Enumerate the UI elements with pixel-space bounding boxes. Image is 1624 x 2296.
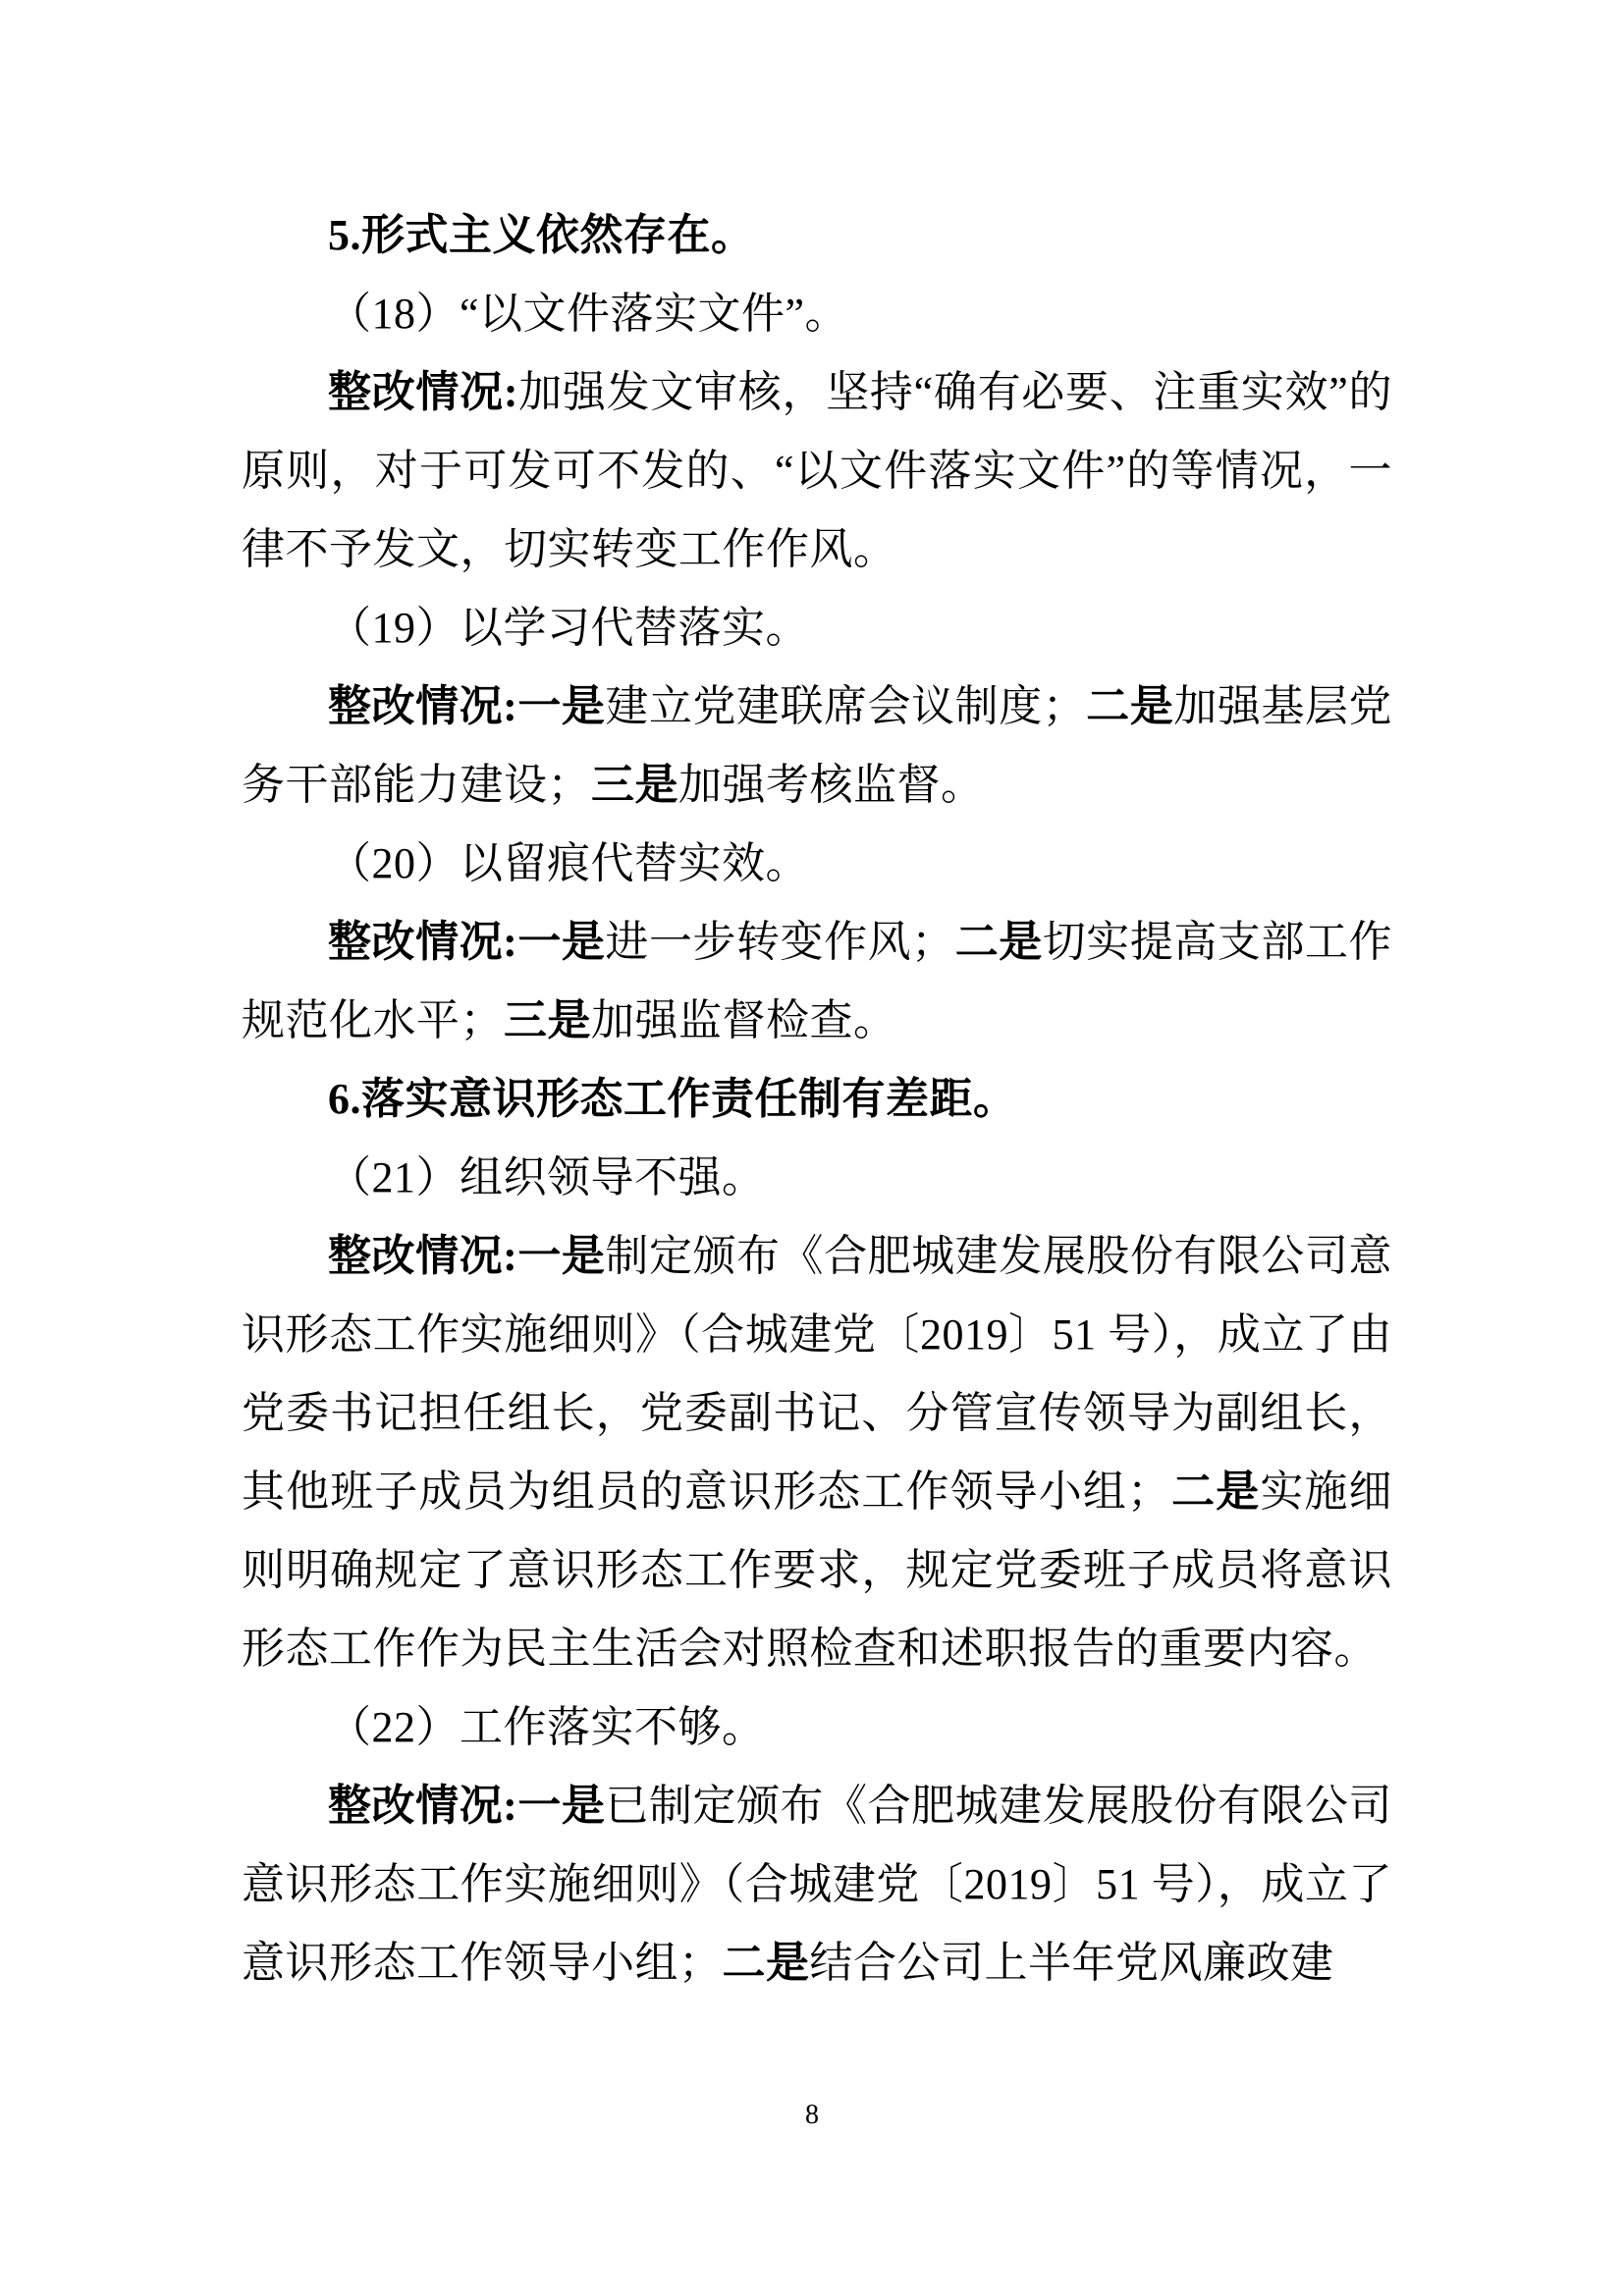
text-run: 一是 [517, 682, 606, 730]
body-paragraph [242, 667, 1392, 825]
text-run: 三是 [591, 761, 678, 809]
document-body [242, 196, 1392, 2002]
text-run: 整改情况: [328, 1232, 518, 1280]
body-paragraph [242, 1688, 1392, 1767]
body-paragraph [242, 1767, 1392, 2002]
heading-paragraph [242, 196, 1392, 275]
text-run: （19）以学习代替落实。 [328, 604, 809, 652]
text-run: （18）“以文件落实文件”。 [328, 290, 849, 338]
page-number: 8 [805, 2100, 819, 2130]
text-run: 二是 [1086, 682, 1174, 730]
text-run: 加强发文审核，坚持“确有必要、注重实效”的原则，对于可发可不发的、“以文件落实文件”的等情况，一律不予发文，切实转变工作作风。 [242, 368, 1392, 573]
text-run: 整改情况: [328, 1782, 518, 1830]
text-run: 二是 [954, 918, 1043, 966]
text-run: 一是 [517, 918, 606, 966]
text-run: （21）组织领导不强。 [328, 1153, 766, 1201]
text-run: （22）工作落实不够。 [328, 1703, 766, 1751]
body-paragraph [242, 353, 1392, 589]
text-run: 一是 [517, 1232, 606, 1280]
text-run: 制定颁布《合肥城建发展股份有限公司意识形态工作实施细则》（合城建党〔2019〕51 号），成立了由党委书记担任组长，党委副书记、分管宣传领导为副组长，其他班子成员为组员的意识形态工作领导小组； [242, 1232, 1393, 1516]
text-run: 进一步转变作风； [605, 918, 955, 966]
text-run: 加强基层党务干部能力建设； [242, 682, 1393, 809]
text-run: 整改情况: [328, 368, 518, 416]
text-run: 加强考核监督。 [678, 761, 985, 809]
body-paragraph [242, 275, 1392, 353]
body-paragraph [242, 903, 1392, 1060]
text-run: 已制定颁布《合肥城建发展股份有限公司意识形态工作实施细则》（合城建党〔2019〕51 号），成立了意识形态工作领导小组； [242, 1782, 1393, 1987]
text-run: 整改情况: [328, 682, 518, 730]
text-run: 二是 [722, 1939, 810, 1987]
text-run: 建立党建联席会议制度； [605, 682, 1087, 730]
text-run: 6.落实意识形态工作责任制有差距。 [328, 1075, 1017, 1123]
text-run: 实施细则明确规定了意识形态工作要求，规定党委班子成员将意识形态工作作为民主生活会对照检查和述职报告的重要内容。 [242, 1468, 1393, 1673]
text-run: 5.形式主义依然存在。 [328, 211, 755, 259]
heading-paragraph [242, 1060, 1392, 1139]
text-run: 切实提高支部工作规范化水平； [242, 918, 1393, 1044]
text-run: 二是 [1170, 1468, 1261, 1516]
body-paragraph [242, 1217, 1392, 1688]
text-run: （20）以留痕代替实效。 [328, 839, 809, 887]
text-run: 一是 [517, 1782, 606, 1830]
text-run: 三是 [504, 996, 591, 1044]
text-run: 结合公司上半年党风廉政建 [809, 1939, 1334, 1987]
text-run: 整改情况: [328, 918, 518, 966]
text-run: 加强监督检查。 [591, 996, 897, 1044]
body-paragraph [242, 589, 1392, 667]
body-paragraph [242, 1139, 1392, 1217]
body-paragraph [242, 825, 1392, 903]
